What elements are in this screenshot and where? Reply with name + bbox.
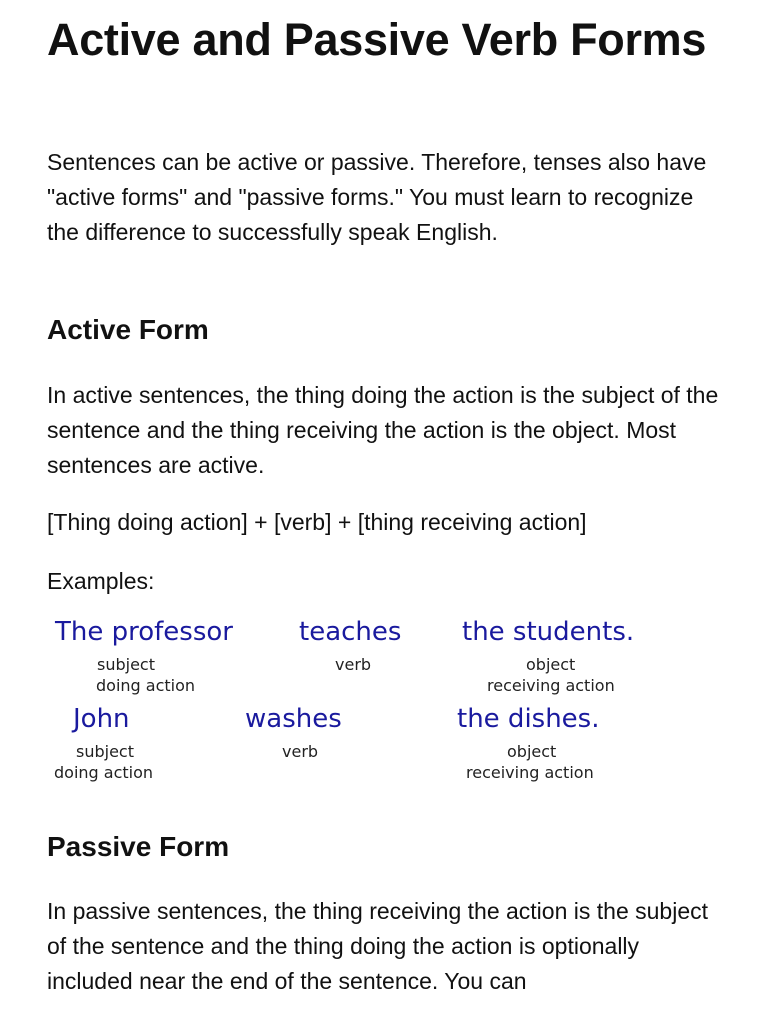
- page-title: Active and Passive Verb Forms: [47, 14, 707, 65]
- example-1-verb-note: verb: [335, 655, 372, 674]
- example-1-subject-note-2: doing action: [96, 676, 196, 695]
- example-1-subject: The professor: [55, 617, 233, 647]
- example-2-object-note: object: [507, 742, 557, 761]
- example-1-object: the students.: [462, 617, 635, 647]
- example-2-object-note-2: receiving action: [466, 763, 594, 782]
- active-form-description: In active sentences, the thing doing the action is the subject of the sentence and the thing receiving the action is the object. Most sentences are active.: [47, 382, 719, 478]
- active-form-formula: [Thing doing action] + [verb] + [thing receiving action]: [47, 509, 587, 535]
- example-1-subject-note: subject: [97, 655, 155, 674]
- intro-paragraph: Sentences can be active or passive. Therefore, tenses also have "active forms" and "passive forms." You must learn to recognize the difference to successfully speak English.: [47, 149, 707, 245]
- example-2-subject: John: [73, 704, 130, 734]
- example-1-object-note: object: [526, 655, 576, 674]
- examples-diagram: [47, 612, 687, 792]
- passive-form-description: In passive sentences, the thing receiving the action is the subject of the sentence and the thing doing the action is optionally included near the end of the sentence. You can: [47, 898, 709, 994]
- example-2-verb-note: verb: [282, 742, 319, 761]
- example-1-object-note-2: receiving action: [487, 676, 615, 695]
- passive-form-heading: Passive Form: [47, 831, 230, 862]
- example-2-subject-note-2: doing action: [54, 763, 154, 782]
- example-2-verb: washes: [245, 704, 342, 734]
- example-2-subject-note: subject: [76, 742, 134, 761]
- example-2-object: the dishes.: [457, 704, 600, 734]
- active-form-heading: Active Form: [47, 314, 209, 345]
- examples-label: Examples:: [47, 568, 155, 594]
- example-1-verb: teaches: [299, 617, 402, 647]
